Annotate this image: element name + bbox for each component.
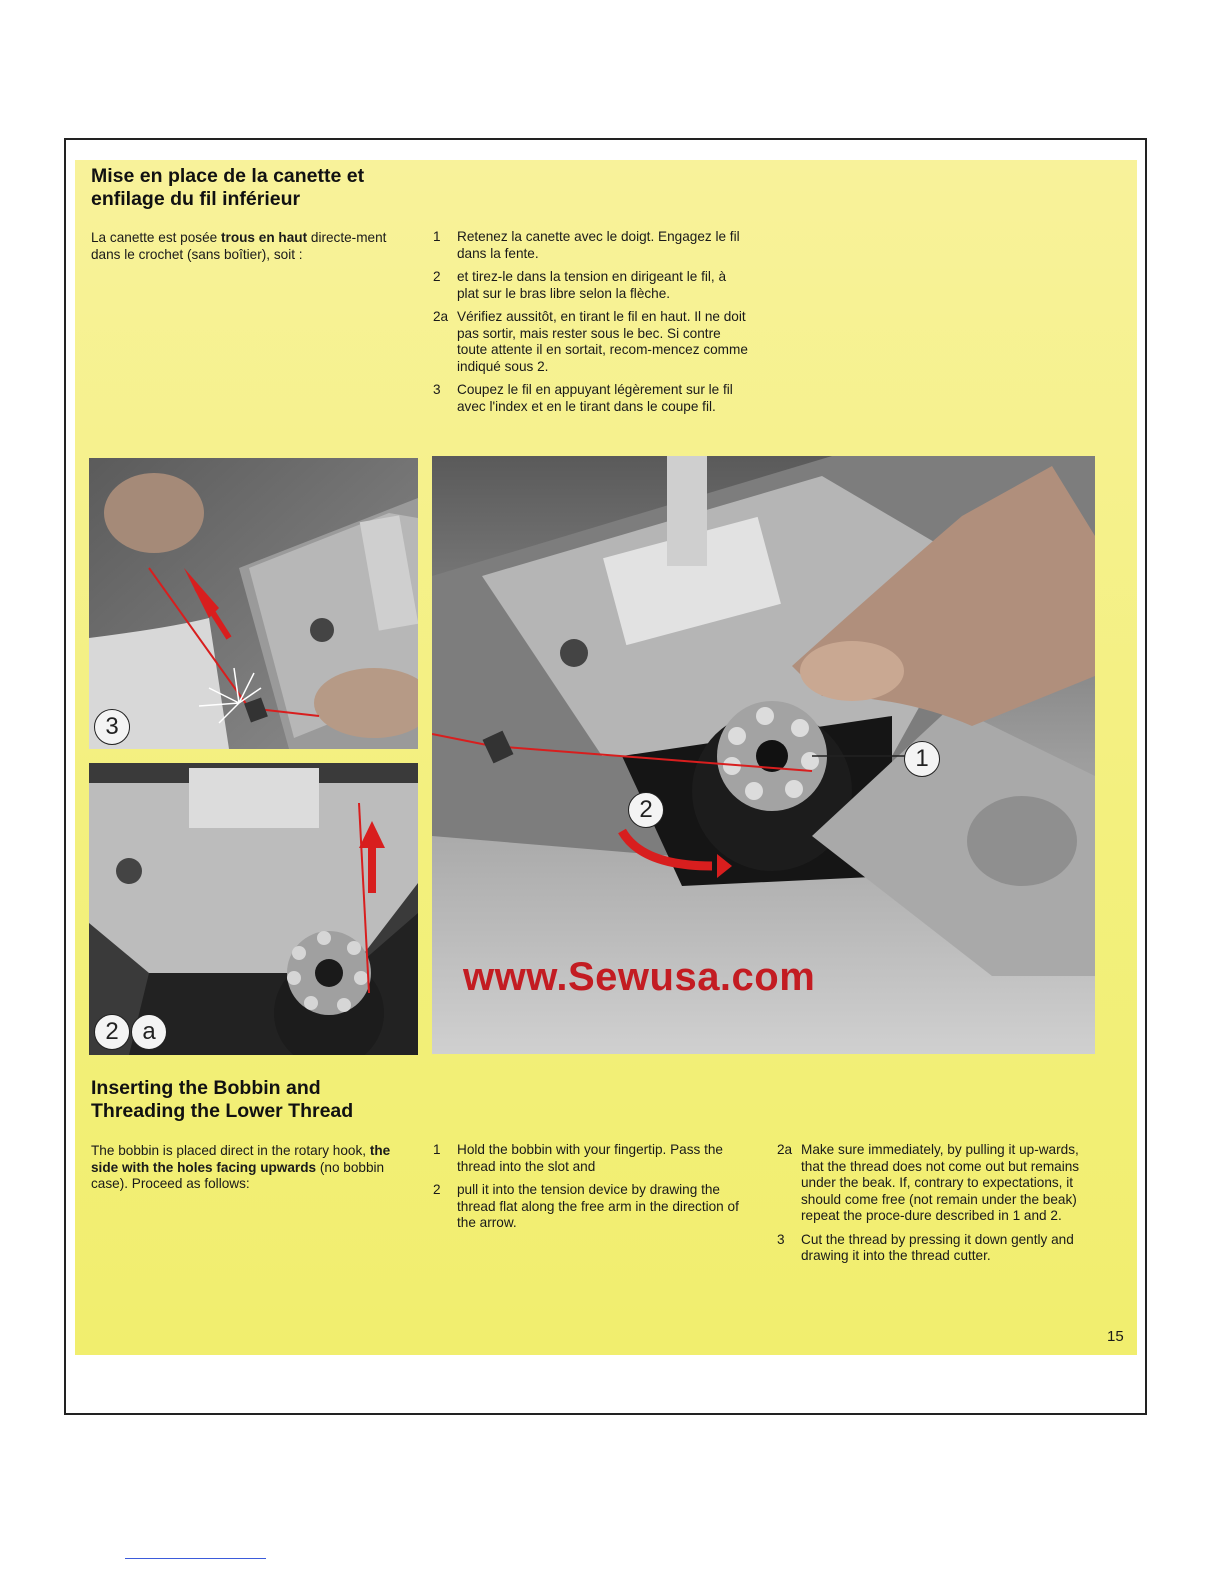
step-number: 2a — [777, 1142, 793, 1157]
french-step — [433, 382, 751, 415]
step-text: et tirez-le dans la tension en dirigeant le fil, à plat sur le bras libre selon la flèche. — [457, 269, 727, 301]
step-number: 2a — [433, 309, 449, 324]
french-title — [91, 165, 364, 211]
english-intro-bold: the side with the holes facing upwards — [91, 1143, 391, 1175]
step-2-badge: 2 — [94, 1014, 130, 1050]
french-intro — [91, 230, 391, 263]
english-step — [433, 1142, 751, 1175]
step-2-badge-main: 2 — [628, 792, 664, 828]
french-title-line1: Mise en place de la canette et — [91, 165, 365, 187]
english-steps-column-2 — [777, 1142, 1095, 1272]
french-intro-bold: trous en haut — [221, 230, 308, 245]
french-title-line2: enfilage du fil inférieur — [91, 188, 301, 210]
step-number: 3 — [777, 1231, 785, 1247]
english-intro — [91, 1143, 413, 1193]
step-number: 2 — [433, 269, 441, 284]
step-text: pull it into the tension device by drawing the thread flat along the free arm in the direction of the arrow. — [457, 1182, 739, 1230]
french-intro-text: La canette est posée — [91, 230, 221, 245]
english-intro-text: The bobbin is placed direct in the rotary hook, — [91, 1143, 370, 1158]
step-text: Retenez la canette avec le doigt. Engagez le fil dans la fente. — [457, 229, 740, 261]
step-1-badge: 1 — [904, 741, 940, 777]
step-text: Cut the thread by pressing it down gently and drawing it into the thread cutter. — [801, 1231, 1074, 1263]
french-intro-text-end: directe-ment dans le crochet (sans boîtier), soit : — [91, 230, 387, 262]
page-number: 15 — [1107, 1328, 1124, 1345]
english-step — [777, 1142, 1095, 1225]
step-text: Coupez le fil en appuyant légèrement sur le fil avec l'index et en le tirant dans le coupe fil. — [457, 382, 733, 414]
step-text: Vérifiez aussitôt, en tirant le fil en haut. Il ne doit pas sortir, mais rester sous le bec. Si contre toute attente il en sortait, recom-mencez comme indiqué sous 2. — [457, 309, 748, 374]
french-step — [433, 269, 751, 302]
photo-step-2a — [89, 763, 418, 1055]
photo-step-2a-illustration — [89, 763, 418, 1055]
photo-step-3-illustration — [89, 458, 418, 749]
photo-step-3 — [89, 458, 418, 749]
watermark: www.Sewusa.com — [463, 955, 816, 999]
french-step — [433, 309, 751, 375]
english-title-line2: Threading the Lower Thread — [91, 1100, 354, 1122]
french-step — [433, 229, 751, 262]
english-step — [777, 1232, 1095, 1265]
step-a-badge: a — [131, 1014, 167, 1050]
step-text: Make sure immediately, by pulling it up-wards, that the thread does not come out but remains under the beak. If, contrary to expectations, it should come free (not remain under the beak) repeat the proce-dure described in 1 and 2. — [801, 1142, 1080, 1223]
step-number: 1 — [433, 1142, 441, 1157]
step-number: 2 — [433, 1182, 441, 1197]
english-intro-text-end: (no bobbin case). Proceed as follows: — [91, 1159, 385, 1191]
link-underline[interactable] — [125, 1558, 266, 1559]
step-3-badge: 3 — [94, 709, 130, 745]
english-step — [433, 1182, 751, 1232]
english-steps-column-1 — [433, 1142, 751, 1239]
step-number: 1 — [433, 229, 441, 244]
french-steps — [433, 229, 751, 422]
step-number: 3 — [433, 382, 441, 397]
english-title — [91, 1077, 353, 1123]
step-text: Hold the bobbin with your fingertip. Pass the thread into the slot and — [457, 1142, 723, 1174]
english-title-line1: Inserting the Bobbin and — [91, 1077, 321, 1099]
